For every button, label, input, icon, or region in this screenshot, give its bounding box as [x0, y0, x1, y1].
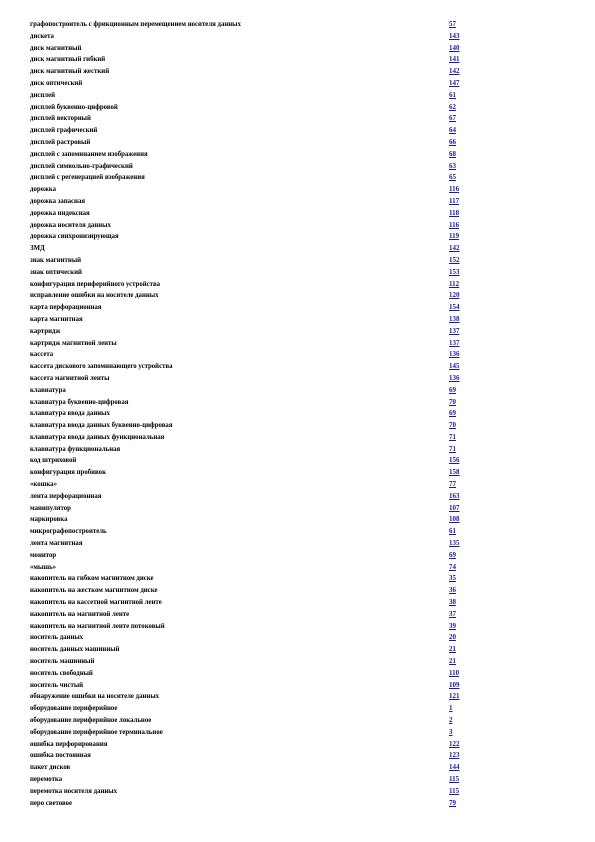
index-term: носитель чистый — [30, 681, 84, 689]
page-reference-link[interactable]: 163 — [449, 491, 460, 500]
page-reference-link[interactable]: 3 — [449, 727, 453, 736]
index-row — [30, 243, 470, 255]
page-reference-link[interactable]: 122 — [449, 739, 460, 748]
index-row — [30, 290, 470, 302]
index-row — [30, 43, 470, 55]
page-reference-link[interactable]: 61 — [449, 90, 456, 99]
page-reference-link[interactable]: 36 — [449, 586, 456, 595]
page-reference-link[interactable]: 65 — [449, 173, 456, 182]
index-row — [30, 137, 470, 149]
index-term: монитор — [30, 551, 57, 559]
index-term: клавиатура ввода данных функциональная — [30, 433, 165, 441]
page-reference-link[interactable]: 136 — [449, 350, 460, 359]
index-row — [30, 774, 470, 786]
index-row — [30, 397, 470, 409]
index-term: клавиатура — [30, 386, 66, 394]
page-reference-link[interactable]: 69 — [449, 409, 456, 418]
index-term: знак оптический — [30, 268, 82, 276]
index-term: дисплей растровый — [30, 138, 91, 146]
page-reference-link[interactable]: 116 — [449, 185, 460, 194]
page-reference-link[interactable]: 138 — [449, 314, 460, 323]
page-reference-link[interactable]: 63 — [449, 161, 456, 170]
index-term: накопитель на гибком магнитном диске — [30, 575, 154, 583]
page-reference-link[interactable]: 38 — [449, 598, 456, 607]
index-row — [30, 184, 470, 196]
index-row — [30, 326, 470, 338]
index-row — [30, 703, 470, 715]
index-row — [30, 632, 470, 644]
page-reference-link[interactable]: 142 — [449, 67, 460, 76]
index-term: код штриховой — [30, 457, 77, 465]
index-term: накопитель на жестком магнитном диске — [30, 587, 158, 595]
index-term: лента магнитная — [30, 540, 83, 548]
index-row — [30, 597, 470, 609]
index-term: конфигурация пробивок — [30, 469, 106, 477]
index-row — [30, 538, 470, 550]
index-term: конфигурация периферийного устройства — [30, 280, 161, 288]
index-term: «мышь» — [30, 563, 57, 571]
index-term: диск магнитный жесткий — [30, 68, 110, 76]
index-term: дорожка синхронизирующая — [30, 233, 119, 241]
index-term: перо световое — [30, 799, 73, 807]
page-reference-link[interactable]: 79 — [449, 798, 456, 807]
index-row — [30, 680, 470, 692]
page-reference-link[interactable]: 2 — [449, 716, 453, 725]
index-row — [30, 514, 470, 526]
index-row — [30, 503, 470, 515]
index-term: знак магнитный — [30, 256, 82, 264]
index-term: кассета дискового запоминающего устройства — [30, 363, 173, 371]
page-reference-link[interactable]: 140 — [449, 43, 460, 52]
index-row — [30, 54, 470, 66]
page-reference-link[interactable]: 143 — [449, 31, 460, 40]
page-reference-link[interactable]: 147 — [449, 78, 460, 87]
index-row — [30, 220, 470, 232]
index-row — [30, 455, 470, 467]
index-term: дисплей графический — [30, 127, 98, 135]
index-term: манипулятор — [30, 504, 71, 512]
index-term: носитель данных машинный — [30, 646, 120, 654]
page-reference-link[interactable]: 108 — [449, 515, 460, 524]
index-row — [30, 715, 470, 727]
index-row — [30, 113, 470, 125]
index-term: картридж магнитной ленты — [30, 339, 117, 347]
page-reference-link[interactable]: 21 — [449, 645, 456, 654]
index-term: перемотка носителя данных — [30, 787, 117, 795]
index-term: дорожка — [30, 186, 56, 194]
page-reference-link[interactable]: 121 — [449, 692, 460, 701]
page-reference-link[interactable]: 120 — [449, 291, 460, 300]
index-row — [30, 196, 470, 208]
index-term: дисплей векторный — [30, 115, 91, 123]
index-row — [30, 621, 470, 633]
index-term: ошибка постоянная — [30, 752, 91, 760]
page-reference-link[interactable]: 137 — [449, 326, 460, 335]
index-row — [30, 573, 470, 585]
index-term: накопитель на кассетной магнитной ленте — [30, 599, 162, 607]
index-row — [30, 432, 470, 444]
index-term: исправление ошибки на носителе данных — [30, 292, 159, 300]
index-term: кассета магнитной ленты — [30, 374, 110, 382]
index-row — [30, 149, 470, 161]
index-term: оборудование периферийное локальное — [30, 717, 152, 725]
index-row — [30, 302, 470, 314]
page-reference-link[interactable]: 123 — [449, 751, 460, 760]
index-row — [30, 361, 470, 373]
page-reference-link[interactable]: 158 — [449, 468, 460, 477]
index-row — [30, 644, 470, 656]
index-row — [30, 727, 470, 739]
index-term: дорожка индексная — [30, 209, 90, 217]
index-term: дисплей — [30, 91, 56, 99]
index-row — [30, 78, 470, 90]
index-term: накопитель на магнитной ленте потоковый — [30, 622, 165, 630]
page-reference-link[interactable]: 67 — [449, 114, 456, 123]
index-row — [30, 172, 470, 184]
index-row — [30, 19, 470, 31]
page-reference-link[interactable]: 107 — [449, 503, 460, 512]
index-term: лента перфорационная — [30, 492, 102, 500]
page-reference-link[interactable]: 57 — [449, 20, 456, 28]
page-reference-link[interactable]: 135 — [449, 539, 460, 548]
index-term: дисплей с регенерацией изображения — [30, 174, 145, 182]
page-reference-link[interactable]: 117 — [449, 196, 460, 205]
index-row — [30, 585, 470, 597]
index-term: маркировка — [30, 516, 68, 524]
page-reference-link[interactable]: 115 — [449, 775, 460, 783]
index-row — [30, 385, 470, 397]
index-term: карта магнитная — [30, 315, 83, 323]
page-reference-link[interactable]: 74 — [449, 562, 456, 571]
index-row — [30, 467, 470, 479]
index-term: носитель свободный — [30, 669, 93, 677]
page-reference-link[interactable]: 62 — [449, 102, 456, 111]
index-row — [30, 444, 470, 456]
index-term: «кошка» — [30, 481, 57, 489]
index-term: клавиатура ввода данных буквенно-цифровая — [30, 422, 173, 430]
index-term: оборудование периферийное терминальное — [30, 728, 163, 736]
page-reference-link[interactable]: 144 — [449, 763, 460, 772]
page-reference-link[interactable]: 109 — [449, 680, 460, 689]
index-term: носитель данных — [30, 634, 84, 642]
page-reference-link[interactable]: 152 — [449, 255, 460, 264]
index-row — [30, 102, 470, 114]
index-term: дорожка носителя данных — [30, 221, 111, 229]
page-reference-link[interactable]: 20 — [449, 633, 456, 642]
index-term: дискета — [30, 32, 54, 40]
index-term: обнаружение ошибки на носителе данных — [30, 693, 160, 701]
page-reference-link[interactable]: 70 — [449, 397, 456, 406]
page-reference-link[interactable]: 69 — [449, 550, 456, 559]
page-reference-link[interactable]: 35 — [449, 574, 456, 583]
page-reference-link[interactable]: 70 — [449, 421, 456, 430]
index-row — [30, 479, 470, 491]
index-row — [30, 125, 470, 137]
page-reference-link[interactable]: 61 — [449, 527, 456, 536]
index-term: накопитель на магнитной ленте — [30, 610, 130, 618]
index-term: диск оптический — [30, 79, 83, 87]
index-row — [30, 739, 470, 751]
index-row — [30, 609, 470, 621]
index-term: клавиатура функциональная — [30, 445, 121, 453]
index-row — [30, 338, 470, 350]
index-term: микрографопостроитель — [30, 528, 107, 536]
page-reference-link[interactable]: 119 — [449, 232, 460, 241]
page-reference-link[interactable]: 64 — [449, 126, 456, 135]
index-row — [30, 267, 470, 279]
index-term: носитель машинный — [30, 658, 95, 666]
index-row — [30, 31, 470, 43]
index-row — [30, 161, 470, 173]
index-row — [30, 526, 470, 538]
page-reference-link[interactable]: 145 — [449, 362, 460, 371]
page-reference-link[interactable]: 1 — [449, 704, 453, 713]
page-reference-link[interactable]: 39 — [449, 621, 456, 630]
index-row — [30, 798, 470, 810]
page-reference-link[interactable]: 66 — [449, 137, 456, 146]
index-row — [30, 373, 470, 385]
index-row — [30, 691, 470, 703]
index-row — [30, 420, 470, 432]
index-term: кассета — [30, 351, 54, 359]
index-term: клавиатура ввода данных — [30, 410, 110, 418]
page-reference-link[interactable]: 71 — [449, 444, 456, 453]
index-row — [30, 208, 470, 220]
index-term: ЗМД — [30, 245, 45, 253]
index-term: графопостроитель с фрикционным перемещением носителя данных — [30, 21, 241, 28]
index-term: перемотка — [30, 776, 63, 783]
index-row — [30, 90, 470, 102]
index-term: клавиатура буквенно-цифровая — [30, 398, 129, 406]
page-reference-link[interactable]: 153 — [449, 267, 460, 276]
page-reference-link[interactable]: 156 — [449, 456, 460, 465]
index-term: карта перфорационная — [30, 304, 102, 312]
index-term: оборудование периферийное — [30, 705, 118, 713]
index-term: картридж — [30, 327, 61, 335]
index-term: диск магнитный — [30, 44, 82, 52]
page-reference-link[interactable]: 68 — [449, 149, 456, 158]
index-row — [30, 750, 470, 762]
index-term: дисплей буквенно-цифровой — [30, 103, 118, 111]
index-row — [30, 314, 470, 326]
index-row — [30, 562, 470, 574]
page-reference-link[interactable]: 21 — [449, 657, 456, 666]
index-row — [30, 279, 470, 291]
page-reference-link[interactable]: 141 — [449, 55, 460, 64]
index-term: диск магнитный гибкий — [30, 56, 106, 64]
page-reference-link[interactable]: 115 — [449, 786, 460, 795]
index-row — [30, 231, 470, 243]
page-reference-link[interactable]: 71 — [449, 432, 456, 441]
index-list — [30, 19, 470, 809]
index-term: дисплей с запоминанием изображения — [30, 150, 148, 158]
index-row — [30, 349, 470, 361]
page-reference-link[interactable]: 118 — [449, 208, 460, 217]
index-term: дорожка запасная — [30, 197, 86, 205]
page-reference-link[interactable]: 136 — [449, 373, 460, 382]
page-reference-link[interactable]: 112 — [449, 279, 460, 288]
index-term: пакет дисков — [30, 764, 71, 772]
page-reference-link[interactable]: 110 — [449, 668, 460, 677]
page-reference-link[interactable]: 37 — [449, 609, 456, 618]
page-reference-link[interactable]: 137 — [449, 338, 460, 347]
index-row — [30, 762, 470, 774]
page-reference-link[interactable]: 142 — [449, 244, 460, 253]
page-reference-link[interactable]: 77 — [449, 480, 456, 489]
index-row — [30, 66, 470, 78]
index-row — [30, 786, 470, 798]
page-reference-link[interactable]: 116 — [449, 220, 460, 229]
index-row — [30, 255, 470, 267]
index-row — [30, 408, 470, 420]
page-reference-link[interactable]: 69 — [449, 385, 456, 394]
index-term: дисплей символьно-графический — [30, 162, 133, 170]
index-row — [30, 668, 470, 680]
index-row — [30, 550, 470, 562]
index-term: ошибка перфорирования — [30, 740, 108, 748]
index-row — [30, 491, 470, 503]
page-reference-link[interactable]: 154 — [449, 303, 460, 312]
index-row — [30, 656, 470, 668]
